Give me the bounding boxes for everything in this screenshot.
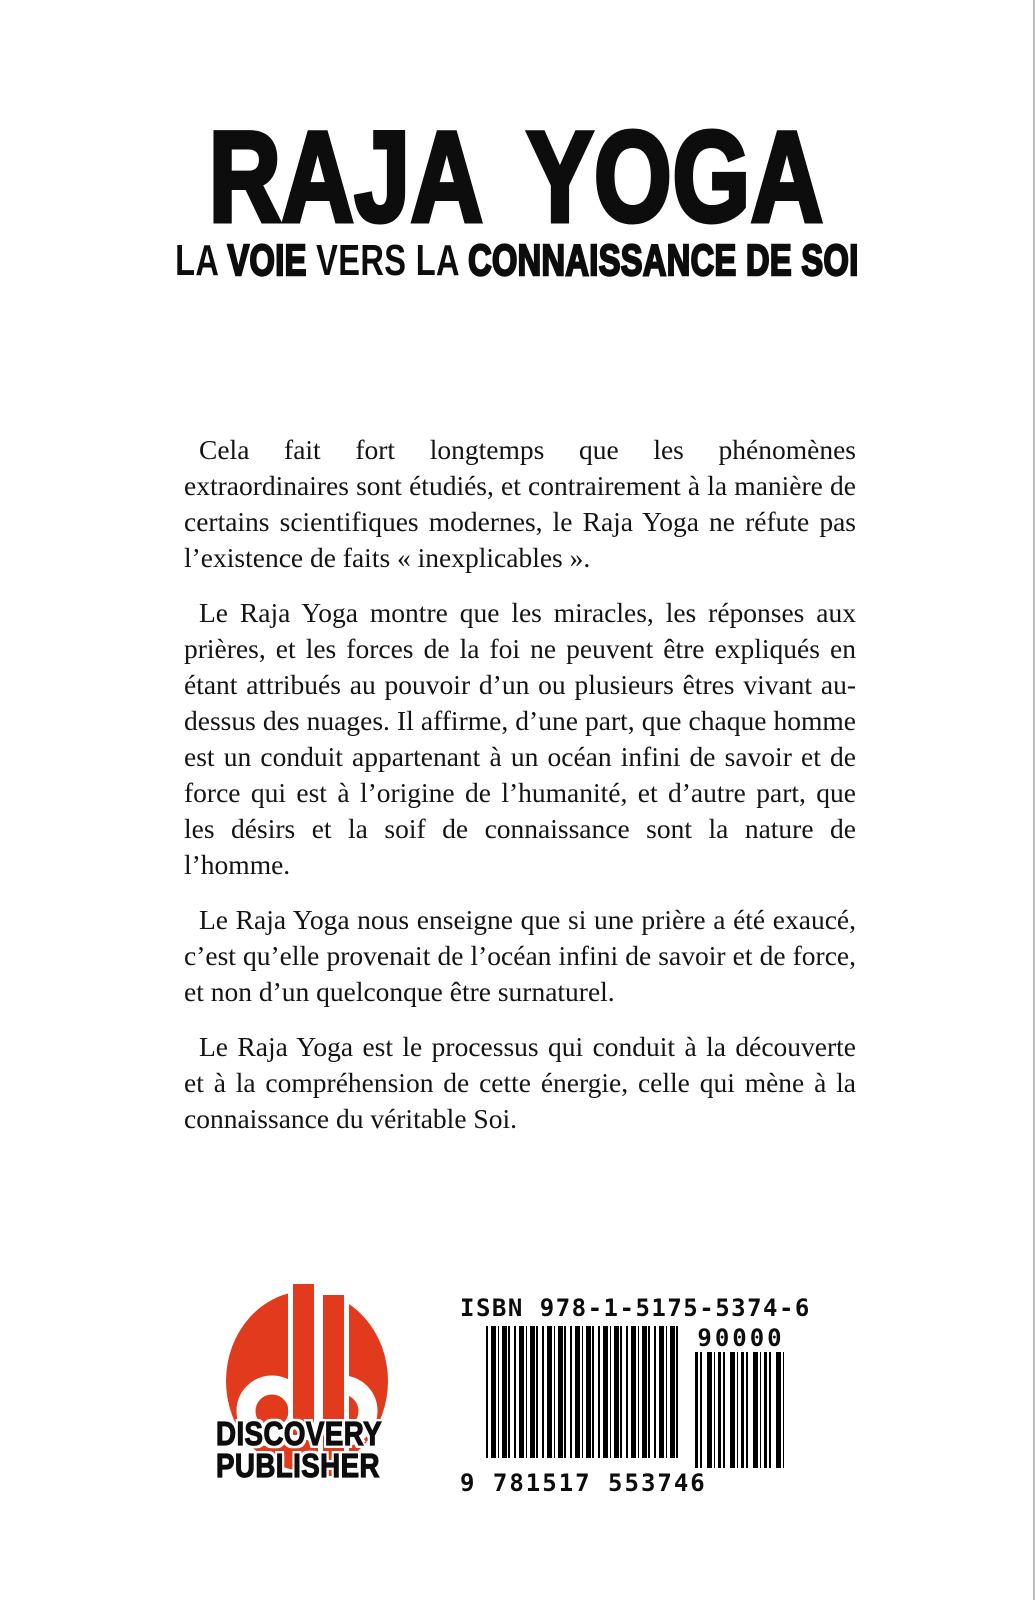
ean5-addon-barcode	[695, 1352, 787, 1468]
blurb-paragraph: Le Raja Yoga montre que les miracles, les réponses aux prières, et les forces de la foi ne peuvent être expliqués en étant attribués au pouvoir d’un ou plusieurs êtres vivant au-dessus des nuages. Il affirme, d’une part, que chaque homme est un conduit appartenant à un océan infini de savoir et de force qui est à l’origine de l’humanité, et d’autre part, que les désirs et la soif de connaissance sont la nature de l’homme.	[184, 597, 856, 880]
subtitle-block	[0, 238, 1033, 284]
book-title: RAJA YOGA	[208, 106, 825, 249]
publisher-name-line1: DISCOVERY	[216, 1415, 383, 1452]
barcode-row	[460, 1326, 790, 1468]
title-block	[0, 106, 1033, 249]
barcode-addon	[695, 1326, 787, 1468]
subtitle-segment-bold: VOIE	[227, 236, 307, 285]
publisher-name-line2: PUBLISHER	[216, 1447, 380, 1484]
isbn-label: ISBN 978-1-5175-5374-6	[460, 1294, 811, 1322]
publisher-name	[216, 1415, 383, 1484]
blurb-paragraph: Cela fait fort longtemps que les phénomènes extraordinaires sont étudiés, et contrairement à la manière de certains scientifiques modernes, le Raja Yoga ne réfute pas l’existence de faits « inexplicables ».	[184, 434, 856, 573]
subtitle-segment: LA	[174, 236, 228, 285]
isbn-digits: 9 781517 553746	[460, 1469, 707, 1497]
ean13-barcode	[486, 1326, 678, 1458]
book-subtitle	[175, 238, 859, 284]
barcode-addon-code: 90000	[697, 1324, 785, 1352]
blurb-paragraph: Le Raja Yoga est le processus qui conduit à la découverte et à la compréhension de cette énergie, celle qui mène à la connaissance du véritable Soi.	[184, 1031, 856, 1134]
subtitle-segment: VERS LA	[306, 236, 468, 285]
blurb-text	[184, 432, 856, 1156]
isbn-block	[460, 1294, 811, 1497]
blurb-paragraph: Le Raja Yoga nous enseigne que si une prière a été exaucé, c’est qu’elle provenait de l’océan infini de savoir et de force, et non d’un quelconque être surnaturel.	[184, 904, 856, 1007]
subtitle-segment-bold: CONNAISSANCE DE SOI	[467, 236, 859, 285]
